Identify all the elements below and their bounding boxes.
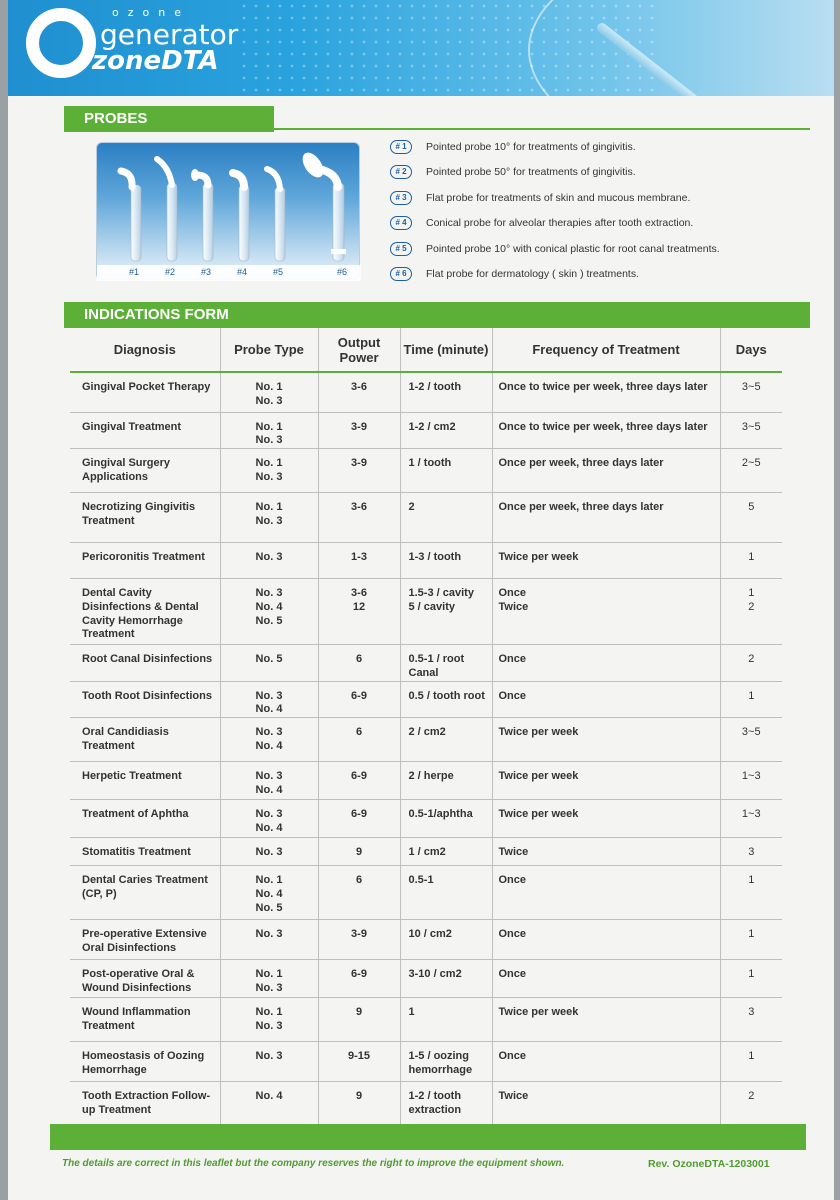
section-title-indications: INDICATIONS FORM — [84, 306, 229, 323]
cell-days: 2 — [720, 1082, 782, 1126]
cell-probe-type: No. 3 No. 4 — [220, 718, 318, 762]
cell-days: 1~3 — [720, 800, 782, 838]
cell-frequency: Twice — [492, 838, 720, 866]
probe-description-text: Conical probe for alveolar therapies after tooth extraction. — [426, 217, 694, 230]
cell-time: 0.5-1/aphtha — [400, 800, 492, 838]
footer-disclaimer: The details are correct in this leaflet but the company reserves the right to improve the equipment shown. — [62, 1158, 565, 1169]
table-row — [70, 493, 782, 543]
section-title-probes: PROBES — [84, 110, 148, 127]
probe-description-text: Pointed probe 10° for treatments of gingivitis. — [426, 140, 636, 153]
cell-probe-type: No. 3 — [220, 1042, 318, 1082]
cell-time: 1-2 / tooth extraction — [400, 1082, 492, 1126]
table-row — [70, 1082, 782, 1126]
cell-days: 1 — [720, 1042, 782, 1082]
cell-frequency: Once — [492, 1042, 720, 1082]
cell-output-power: 6 — [318, 718, 400, 762]
cell-output-power: 9-15 — [318, 1042, 400, 1082]
probe-1-icon — [121, 171, 141, 261]
cell-diagnosis: Herpetic Treatment — [70, 762, 220, 800]
cell-days: 1 — [720, 920, 782, 960]
cell-output-power: 9 — [318, 998, 400, 1042]
cell-frequency: Once — [492, 960, 720, 998]
cell-diagnosis: Stomatitis Treatment — [70, 838, 220, 866]
banner-swoosh — [528, 0, 834, 96]
cell-probe-type: No. 3 No. 4 No. 5 — [220, 579, 318, 645]
cell-output-power: 3-9 — [318, 449, 400, 493]
header-frequency: Frequency of Treatment — [492, 328, 720, 372]
probe-description-text: Pointed probe 10° with conical plastic for root canal treatments. — [426, 242, 720, 255]
table-row — [70, 920, 782, 960]
probe-description-6 — [390, 262, 810, 288]
section-header-probes — [64, 106, 274, 132]
table-row — [70, 800, 782, 838]
cell-diagnosis: Dental Cavity Disinfections & Dental Cavity Hemorrhage Treatment — [70, 579, 220, 645]
table-row — [70, 645, 782, 682]
probe-illustration — [97, 143, 361, 281]
table-row — [70, 1042, 782, 1082]
cell-output-power: 6 — [318, 866, 400, 920]
logo-small-text: ozone — [112, 6, 190, 19]
logo-generator-text: generator — [100, 18, 239, 51]
cell-diagnosis: Necrotizing Gingivitis Treatment — [70, 493, 220, 543]
table-row — [70, 449, 782, 493]
section-header-indications — [64, 302, 810, 328]
cell-diagnosis: Treatment of Aphtha — [70, 800, 220, 838]
cell-probe-type: No. 3 — [220, 838, 318, 866]
header-probe-type: Probe Type — [220, 328, 318, 372]
cell-output-power: 6-9 — [318, 800, 400, 838]
cell-probe-type: No. 1 No. 3 — [220, 412, 318, 449]
cell-output-power: 6-9 — [318, 681, 400, 718]
probe-badge: # 1 — [390, 140, 412, 154]
cell-time: 2 / herpe — [400, 762, 492, 800]
table-header-row — [70, 328, 782, 372]
probe-description-5 — [390, 236, 810, 262]
cell-days: 3~5 — [720, 372, 782, 412]
table-row — [70, 681, 782, 718]
cell-days: 3~5 — [720, 412, 782, 449]
probe-label-1: #1 — [129, 267, 140, 277]
leaflet-page — [8, 0, 834, 1200]
cell-diagnosis: Gingival Pocket Therapy — [70, 372, 220, 412]
cell-time: 10 / cm2 — [400, 920, 492, 960]
cell-probe-type: No. 3 No. 4 — [220, 681, 318, 718]
cell-frequency: Twice per week — [492, 762, 720, 800]
probe-label-4: #4 — [237, 267, 248, 277]
cell-probe-type: No. 3 No. 4 — [220, 800, 318, 838]
probe-badge: # 6 — [390, 267, 412, 281]
probe-description-text: Pointed probe 50° for treatments of gingivitis. — [426, 166, 636, 179]
probe-description-3 — [390, 185, 810, 211]
probe-description-4 — [390, 211, 810, 237]
cell-days: 1 2 — [720, 579, 782, 645]
header-time: Time (minute) — [400, 328, 492, 372]
table-row — [70, 998, 782, 1042]
cell-output-power: 6-9 — [318, 960, 400, 998]
cell-time: 0.5-1 — [400, 866, 492, 920]
cell-diagnosis: Gingival Treatment — [70, 412, 220, 449]
cell-frequency: Once Twice — [492, 579, 720, 645]
probe-badge: # 4 — [390, 216, 412, 230]
cell-time: 0.5 / tooth root — [400, 681, 492, 718]
probe-badge: # 3 — [390, 191, 412, 205]
cell-diagnosis: Wound Inflammation Treatment — [70, 998, 220, 1042]
cell-frequency: Once per week, three days later — [492, 493, 720, 543]
indications-table — [70, 328, 782, 1126]
table-row — [70, 543, 782, 579]
cell-output-power: 3-6 12 — [318, 579, 400, 645]
cell-time: 0.5-1 / root Canal — [400, 645, 492, 682]
cell-diagnosis: Dental Caries Treatment (CP, P) — [70, 866, 220, 920]
cell-time: 1-2 / tooth — [400, 372, 492, 412]
cell-probe-type: No. 1 No. 3 — [220, 998, 318, 1042]
cell-time: 2 / cm2 — [400, 718, 492, 762]
probe-photo — [96, 142, 360, 280]
probe-description-text: Flat probe for dermatology ( skin ) treatments. — [426, 268, 639, 281]
logo-o-ring — [26, 8, 96, 78]
cell-time: 1.5-3 / cavity 5 / cavity — [400, 579, 492, 645]
cell-time: 1 / cm2 — [400, 838, 492, 866]
cell-probe-type: No. 3 — [220, 543, 318, 579]
cell-days: 2 — [720, 645, 782, 682]
probe-descriptions — [390, 134, 810, 287]
cell-frequency: Once per week, three days later — [492, 449, 720, 493]
probe-6-icon — [298, 149, 346, 261]
cell-days: 3 — [720, 838, 782, 866]
probe-badge: # 5 — [390, 242, 412, 256]
cell-days: 1~3 — [720, 762, 782, 800]
cell-output-power: 3-9 — [318, 412, 400, 449]
cell-probe-type: No. 1 No. 3 — [220, 960, 318, 998]
cell-diagnosis: Oral Candidiasis Treatment — [70, 718, 220, 762]
cell-frequency: Once to twice per week, three days later — [492, 412, 720, 449]
cell-output-power: 3-6 — [318, 493, 400, 543]
cell-frequency: Twice per week — [492, 718, 720, 762]
indications-table-body — [70, 372, 782, 1126]
probe-label-3: #3 — [201, 267, 212, 277]
table-row — [70, 838, 782, 866]
cell-days: 1 — [720, 543, 782, 579]
probe-description-2 — [390, 160, 810, 186]
probe-label-5: #5 — [273, 267, 284, 277]
cell-output-power: 9 — [318, 838, 400, 866]
cell-time: 1 / tooth — [400, 449, 492, 493]
cell-output-power: 6 — [318, 645, 400, 682]
cell-time: 1 — [400, 998, 492, 1042]
cell-probe-type: No. 5 — [220, 645, 318, 682]
header-output-power: Output Power — [318, 328, 400, 372]
header-diagnosis: Diagnosis — [70, 328, 220, 372]
cell-diagnosis: Tooth Root Disinfections — [70, 681, 220, 718]
cell-frequency: Once — [492, 866, 720, 920]
probe-description-1 — [390, 134, 810, 160]
cell-frequency: Twice per week — [492, 800, 720, 838]
cell-frequency: Twice — [492, 1082, 720, 1126]
cell-output-power: 6-9 — [318, 762, 400, 800]
header-days: Days — [720, 328, 782, 372]
cell-days: 3 — [720, 998, 782, 1042]
cell-probe-type: No. 1 No. 3 — [220, 449, 318, 493]
cell-frequency: Once — [492, 681, 720, 718]
cell-output-power: 1-3 — [318, 543, 400, 579]
probe-label-2: #2 — [165, 267, 176, 277]
table-row — [70, 372, 782, 412]
cell-probe-type: No. 3 — [220, 920, 318, 960]
cell-output-power: 9 — [318, 1082, 400, 1126]
section-rule-probes — [274, 128, 810, 130]
table-row — [70, 412, 782, 449]
probe-2-icon — [157, 159, 177, 261]
cell-frequency: Twice per week — [492, 543, 720, 579]
cell-frequency: Once to twice per week, three days later — [492, 372, 720, 412]
cell-time: 1-2 / cm2 — [400, 412, 492, 449]
cell-output-power: 3-9 — [318, 920, 400, 960]
cell-diagnosis: Gingival Surgery Applications — [70, 449, 220, 493]
cell-diagnosis: Tooth Extraction Follow-up Treatment — [70, 1082, 220, 1126]
cell-time: 1-3 / tooth — [400, 543, 492, 579]
probe-5-icon — [267, 169, 285, 261]
footer-revision: Rev. OzoneDTA-1203001 — [648, 1158, 770, 1170]
probe-description-text: Flat probe for treatments of skin and mucous membrane. — [426, 191, 691, 204]
logo-brand-text: zoneDTA — [92, 46, 219, 76]
cell-diagnosis: Root Canal Disinfections — [70, 645, 220, 682]
cell-frequency: Once — [492, 645, 720, 682]
probe-label-6: #6 — [337, 267, 348, 277]
table-row — [70, 960, 782, 998]
table-row — [70, 866, 782, 920]
cell-frequency: Twice per week — [492, 998, 720, 1042]
cell-probe-type: No. 4 — [220, 1082, 318, 1126]
cell-time: 3-10 / cm2 — [400, 960, 492, 998]
probe-4-icon — [233, 173, 249, 261]
cell-probe-type: No. 3 No. 4 — [220, 762, 318, 800]
cell-diagnosis: Pre-operative Extensive Oral Disinfections — [70, 920, 220, 960]
cell-diagnosis: Pericoronitis Treatment — [70, 543, 220, 579]
cell-days: 1 — [720, 960, 782, 998]
header-banner — [8, 0, 834, 96]
cell-days: 3~5 — [720, 718, 782, 762]
cell-probe-type: No. 1 No. 3 — [220, 493, 318, 543]
cell-output-power: 3-6 — [318, 372, 400, 412]
cell-days: 1 — [720, 866, 782, 920]
cell-days: 1 — [720, 681, 782, 718]
cell-time: 1-5 / oozing hemorrhage — [400, 1042, 492, 1082]
table-row — [70, 718, 782, 762]
cell-probe-type: No. 1 No. 3 — [220, 372, 318, 412]
cell-days: 2~5 — [720, 449, 782, 493]
table-row — [70, 762, 782, 800]
cell-diagnosis: Post-operative Oral & Wound Disinfections — [70, 960, 220, 998]
probe-badge: # 2 — [390, 165, 412, 179]
cell-frequency: Once — [492, 920, 720, 960]
table-row — [70, 579, 782, 645]
cell-time: 2 — [400, 493, 492, 543]
cell-probe-type: No. 1 No. 4 No. 5 — [220, 866, 318, 920]
cell-diagnosis: Homeostasis of Oozing Hemorrhage — [70, 1042, 220, 1082]
footer-bar — [50, 1124, 806, 1150]
cell-days: 5 — [720, 493, 782, 543]
probe-3-icon — [191, 169, 213, 261]
